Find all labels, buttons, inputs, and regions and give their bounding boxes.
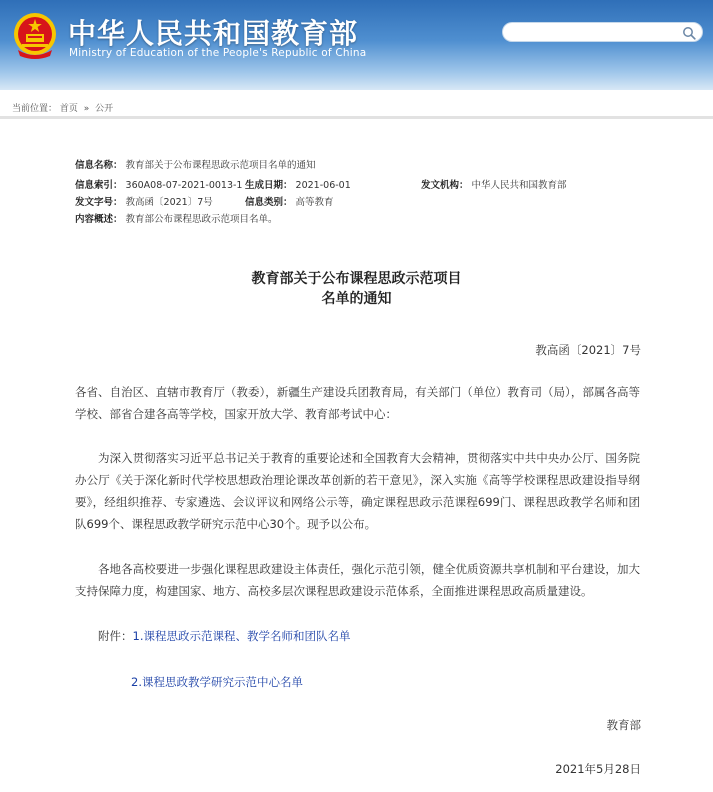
info-category-label: 信息类别： [245,197,293,208]
info-index-value: 360A08-07-2021-0013-1 [125,180,243,191]
breadcrumb [12,101,113,114]
article-title-line1: 教育部关于公布课程思政示范项目 [251,271,462,287]
search-box[interactable] [502,22,703,42]
search-icon[interactable] [682,26,696,40]
info-docno-label: 发文字号： [75,197,123,208]
article-doc-number: 教高函〔2021〕7号 [535,343,641,357]
info-row-index [75,177,242,191]
national-emblem-icon[interactable] [12,10,58,60]
breadcrumb-prefix: 当前位置： [12,104,58,114]
article-addressee: 各省、自治区、直辖市教育厅（教委），新疆生产建设兵团教育局，有关部门（单位）教育司（局），部属各高等学校、部省合建各高等学校，国家开放大学、教育部考试中心： [75,385,640,421]
site-name-en: Ministry of Education of the People's Republic of China [69,47,367,59]
info-row-org [421,177,567,191]
breadcrumb-home[interactable]: 首页 [59,104,78,114]
attachment-link-2[interactable]: 2.课程思政教学研究示范中心名单 [131,675,303,689]
article-date: 2021年5月28日 [555,762,641,776]
article-paragraph-2: 各地各高校要进一步强化课程思政建设主体责任，强化示范引领，健全优质资源共享机制和平台建设，加大支持保障力度，构建国家、地方、高校多层次课程思政建设示范体系，全面推进课程思政高质量建设。 [75,562,640,598]
header-divider [0,116,713,119]
info-date-value: 2021-06-01 [295,180,351,191]
info-summary-value: 教育部公布课程思政示范项目名单。 [125,214,278,225]
attachment-row-2 [131,674,303,690]
article-title-line2: 名单的通知 [321,291,392,307]
attachment-label: 附件： [98,629,133,643]
info-row-docno [75,194,213,208]
info-row-summary [75,211,278,225]
info-date-label: 生成日期： [245,180,293,191]
search-input[interactable] [513,26,687,44]
info-row-category [245,194,334,208]
breadcrumb-separator: » [83,104,90,114]
info-row-date [245,177,351,191]
info-row-name [75,157,316,171]
info-summary-label: 内容概述： [75,214,123,225]
info-name-value: 教育部关于公布课程思政示范项目名单的通知 [125,160,316,171]
info-docno-value: 教高函〔2021〕7号 [125,197,213,208]
article-paragraph-1: 为深入贯彻落实习近平总书记关于教育的重要论述和全国教育大会精神，贯彻落实中共中央办公厅、国务院办公厅《关于深化新时代学校思想政治理论课改革创新的若干意见》，深入实施《高等学校课程思政建设指导纲要》，经组织推荐、专家遴选、会议评议和网络公示等，确定课程思政示范课程699门、课程思政教学名师和团队699个、课程思政教学研究示范中心30个。现予以公布。 [75,451,640,531]
site-header [0,0,713,90]
info-index-label: 信息索引： [75,180,123,191]
info-name-label: 信息名称： [75,160,123,171]
info-org-label: 发文机构： [421,180,469,191]
breadcrumb-public[interactable]: 公开 [95,104,114,114]
info-org-value: 中华人民共和国教育部 [471,180,567,191]
article-signature: 教育部 [606,718,641,732]
attachment-row-1 [98,628,350,644]
info-category-value: 高等教育 [295,197,334,208]
site-name-cn[interactable]: 中华人民共和国教育部 [68,17,359,50]
attachment-link-1[interactable]: 1.课程思政示范课程、教学名师和团队名单 [132,629,351,643]
